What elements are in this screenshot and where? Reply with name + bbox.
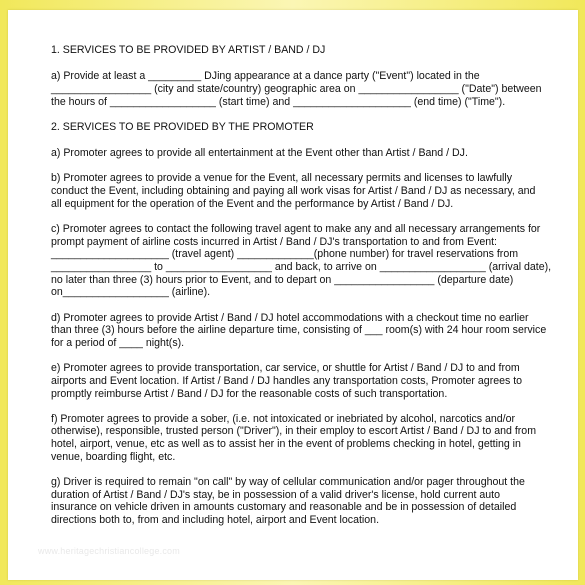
section-2-heading: 2. SERVICES TO BE PROVIDED BY THE PROMOTER xyxy=(51,120,314,133)
clause-2c: c) Promoter agrees to contact the following travel agent to make any and all necessary arrangements for prompt payment of airline costs incurred in Artist / Band / DJ's transportation to and from Event: ____________________ (travel agent) _____________(phone number) for travel reservations from _________________ to __________________ and back, to arrive on __________________ (arrival date), no later than three (3) hours prior to Event, and to depart on _________________ (departure date) on__________________ (airline). xyxy=(51,222,552,299)
clause-2g: g) Driver is required to remain "on call" by way of cellular communication and/or pager throughout the duration of Artist / Band / DJ's stay, be in possession of a valid driver's license, hold current auto insurance on vehicle driven in amounts customary and reasonable and be in possession of detailed directions both to, from and including hotel, airport and Event location. xyxy=(51,476,525,527)
clause-1a: a) Provide at least a _________ DJing appearance at a dance party ("Event") located in the _________________ (city and state/country) geographic area on _________________ ("Date") between the hours of __________________ (start time) and ____________________ (end time) ("Time"). xyxy=(51,70,542,108)
section-1-heading: 1. SERVICES TO BE PROVIDED BY ARTIST / BAND / DJ xyxy=(51,44,326,56)
clause-2a: a) Promoter agrees to provide all entertainment at the Event other than Artist / Band / DJ. xyxy=(51,147,468,160)
document-page xyxy=(8,10,578,580)
clause-2b: b) Promoter agrees to provide a venue for the Event, all necessary permits and licenses to lawfully conduct the Event, including obtaining and paying all work visas for Artist / Band / DJ as necessary, and all equipment for the operation of the Event and the performance by Artist / Band / DJ. xyxy=(51,172,536,210)
contract-text xyxy=(51,44,571,539)
clause-2f: f) Promoter agrees to provide a sober, (i.e. not intoxicated or inebriated by alcohol, narcotics and/or otherwise), responsible, trusted person ("Driver"), in their employ to escort Artist / Band / DJ to and from hotel, airport, venue, etc as well as to assist her in the event of problems checking in hotel, getting in venue, boarding flight, etc. xyxy=(51,412,537,463)
clause-2e: e) Promoter agrees to provide transportation, car service, or shuttle for Artist / Band / DJ to and from airports and Event location. If Artist / Band / DJ handles any transportation costs, Promoter agrees to promptly reimburse Artist / Band / DJ for the reasonable costs of such transportation. xyxy=(51,362,523,400)
clause-2d: d) Promoter agrees to provide Artist / Band / DJ hotel accommodations with a checkout time no earlier than three (3) hours before the airline departure time, consisting of ___ room(s) with 24 hour room service for a period of ____ night(s). xyxy=(51,311,547,349)
watermark: www.heritagechristiancollege.com xyxy=(38,546,180,556)
